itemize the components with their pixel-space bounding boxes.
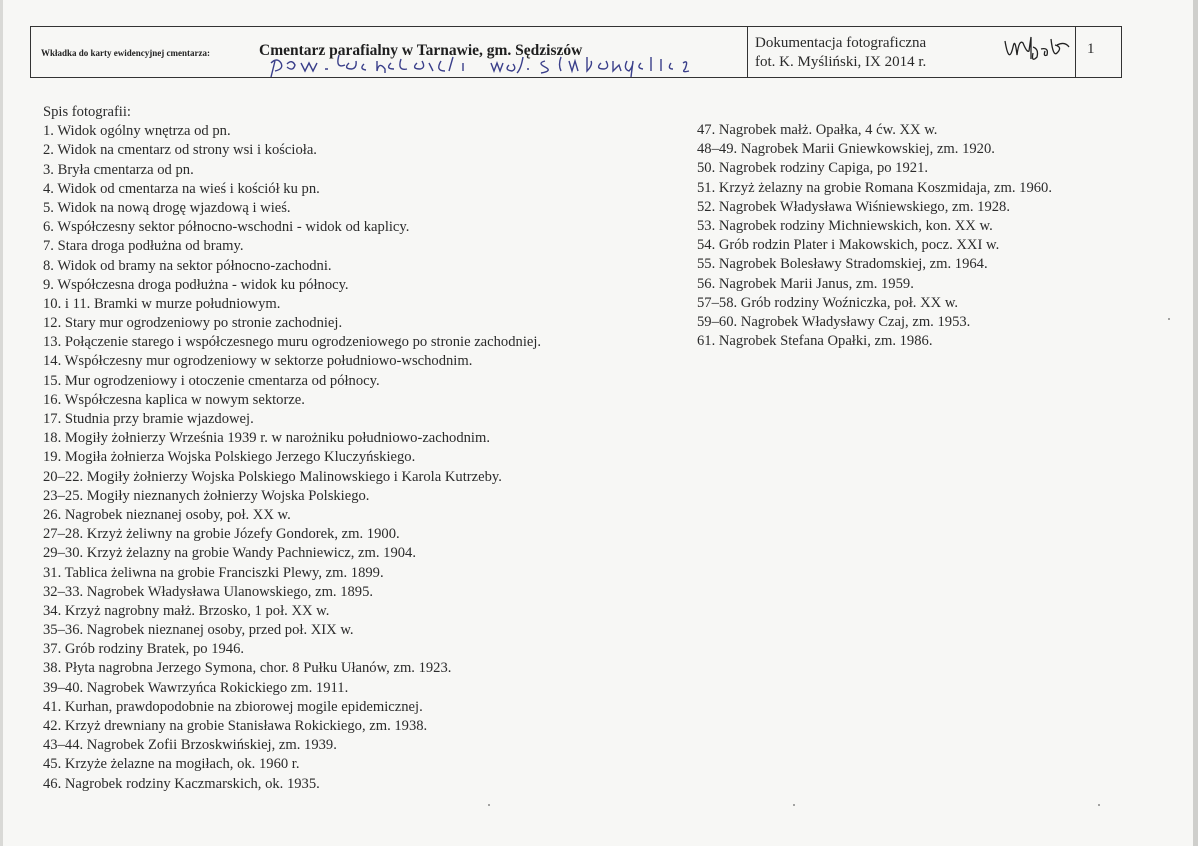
list-item: 2. Widok na cmentarz od strony wsi i kościoła. — [43, 142, 317, 159]
list-item: 16. Współczesna kaplica w nowym sektorze. — [43, 391, 305, 408]
list-item: 12. Stary mur ogrodzeniowy po stronie zachodniej. — [43, 315, 343, 332]
page-edge — [0, 0, 3, 846]
list-item: 46. Nagrobek rodziny Kaczmarskich, ok. 1935. — [43, 775, 320, 792]
list-item: 43–44. Nagrobek Zofii Brzoskwińskiej, zm. 1939. — [43, 737, 337, 754]
list-item: 19. Mogiła żołnierza Wojska Polskiego Jerzego Kluczyńskiego. — [43, 449, 416, 466]
list-item: 59–60. Nagrobek Władysławy Czaj, zm. 1953. — [697, 313, 971, 330]
documentation-title: Dokumentacja fotograficzna — [755, 35, 927, 51]
list-item: 55. Nagrobek Bolesławy Stradomskiej, zm. 1964. — [697, 256, 988, 273]
list-item: 45. Krzyże żelazne na mogiłach, ok. 1960 r. — [43, 756, 300, 773]
list-item: 20–22. Mogiły żołnierzy Wojska Polskiego Malinowskiego i Karola Kutrzeby. — [43, 468, 502, 485]
list-item: 17. Studnia przy bramie wjazdowej. — [43, 411, 254, 427]
list-item: 38. Płyta nagrobna Jerzego Symona, chor. 8 Pułku Ułanów, zm. 1923. — [43, 660, 452, 677]
list-item: 14. Współczesny mur ogrodzeniowy w sektorze południowo-wschodnim. — [43, 353, 473, 370]
list-item: 54. Grób rodzin Plater i Makowskich, pocz. XXI w. — [697, 237, 1000, 254]
list-item: 13. Połączenie starego i współczesnego muru ogrodzeniowego po stronie zachodniej. — [43, 334, 542, 351]
page-edge — [1193, 0, 1198, 846]
photo-list-left-column — [43, 103, 541, 794]
scan-speck — [1098, 804, 1100, 806]
list-item: 37. Grób rodziny Bratek, po 1946. — [43, 641, 245, 658]
list-item: 15. Mur ogrodzeniowy i otoczenie cmentarza od północy. — [43, 372, 380, 389]
list-item: 52. Nagrobek Władysława Wiśniewskiego, zm. 1928. — [697, 198, 1010, 215]
list-item: 51. Krzyż żelazny na grobie Romana Koszmidaja, zm. 1960. — [697, 179, 1052, 196]
list-item: 1. Widok ogólny wnętrza od pn. — [43, 123, 231, 140]
handwritten-location-note — [269, 51, 729, 77]
photo-list-right-column — [697, 121, 1052, 351]
list-item: 50. Nagrobek rodziny Capiga, po 1921. — [697, 160, 929, 177]
list-item: 48–49. Nagrobek Marii Gniewkowskiej, zm. 1920. — [697, 141, 995, 158]
list-item: 53. Nagrobek rodziny Michniewskich, kon. XX w. — [697, 217, 993, 234]
header-table — [30, 26, 1122, 78]
list-item: 10. i 11. Bramki w murze południowym. — [43, 295, 281, 312]
list-item: 42. Krzyż drewniany na grobie Stanisława Rokickiego, zm. 1938. — [43, 718, 428, 734]
list-item: 61. Nagrobek Stefana Opałki, zm. 1986. — [697, 333, 933, 350]
list-item: 7. Stara droga podłużna od bramy. — [43, 238, 244, 255]
scan-speck — [793, 804, 795, 806]
list-item: 18. Mogiły żołnierzy Września 1939 r. w narożniku południowo-zachodnim. — [43, 430, 490, 447]
page-number: 1 — [1087, 41, 1095, 57]
list-item: 32–33. Nagrobek Władysława Ulanowskiego, zm. 1895. — [43, 583, 374, 600]
list-item: 8. Widok od bramy na sektor północno-zachodni. — [43, 257, 332, 274]
handwritten-signature — [999, 31, 1073, 71]
list-item: 47. Nagrobek małż. Opałka, 4 ćw. XX w. — [697, 122, 938, 138]
list-item: 4. Widok od cmentarza na wieś i kościół ku pn. — [43, 180, 320, 197]
list-item: 34. Krzyż nagrobny małż. Brzosko, 1 poł. XX w. — [43, 602, 330, 619]
list-item: 26. Nagrobek nieznanej osoby, poł. XX w. — [43, 506, 291, 523]
list-heading: Spis fotografii: — [43, 104, 131, 120]
photographer-credit: fot. K. Myśliński, IX 2014 r. — [755, 54, 927, 70]
list-item: 56. Nagrobek Marii Janus, zm. 1959. — [697, 275, 914, 292]
header-divider — [747, 27, 748, 77]
cemetery-title: Cmentarz parafialny w Tarnawie, gm. Sędziszów — [259, 42, 583, 59]
list-item: 9. Współczesna droga podłużna - widok ku północy. — [43, 276, 349, 293]
list-item: 57–58. Grób rodziny Woźniczka, poł. XX w. — [697, 294, 959, 311]
list-item: 27–28. Krzyż żeliwny na grobie Józefy Gondorek, zm. 1900. — [43, 526, 400, 543]
insert-label: Wkładka do karty ewidencyjnej cmentarza: — [41, 48, 210, 58]
list-item: 5. Widok na nową drogę wjazdową i wieś. — [43, 199, 291, 216]
list-item: 35–36. Nagrobek nieznanej osoby, przed poł. XIX w. — [43, 622, 354, 639]
list-item: 29–30. Krzyż żelazny na grobie Wandy Pachniewicz, zm. 1904. — [43, 545, 417, 562]
documentation-info — [755, 34, 926, 72]
list-item: 39–40. Nagrobek Wawrzyńca Rokickiego zm. 1911. — [43, 679, 349, 696]
list-item: 6. Współczesny sektor północno-wschodni - widok od kaplicy. — [43, 219, 410, 236]
header-divider — [1075, 27, 1076, 77]
list-item: 41. Kurhan, prawdopodobnie na zbiorowej mogile epidemicznej. — [43, 698, 423, 715]
list-item: 3. Bryła cmentarza od pn. — [43, 161, 194, 178]
list-item: 31. Tablica żeliwna na grobie Franciszki Plewy, zm. 1899. — [43, 564, 384, 581]
scan-speck — [1168, 318, 1170, 320]
list-item: 23–25. Mogiły nieznanych żołnierzy Wojska Polskiego. — [43, 487, 370, 504]
scan-speck — [488, 804, 490, 806]
